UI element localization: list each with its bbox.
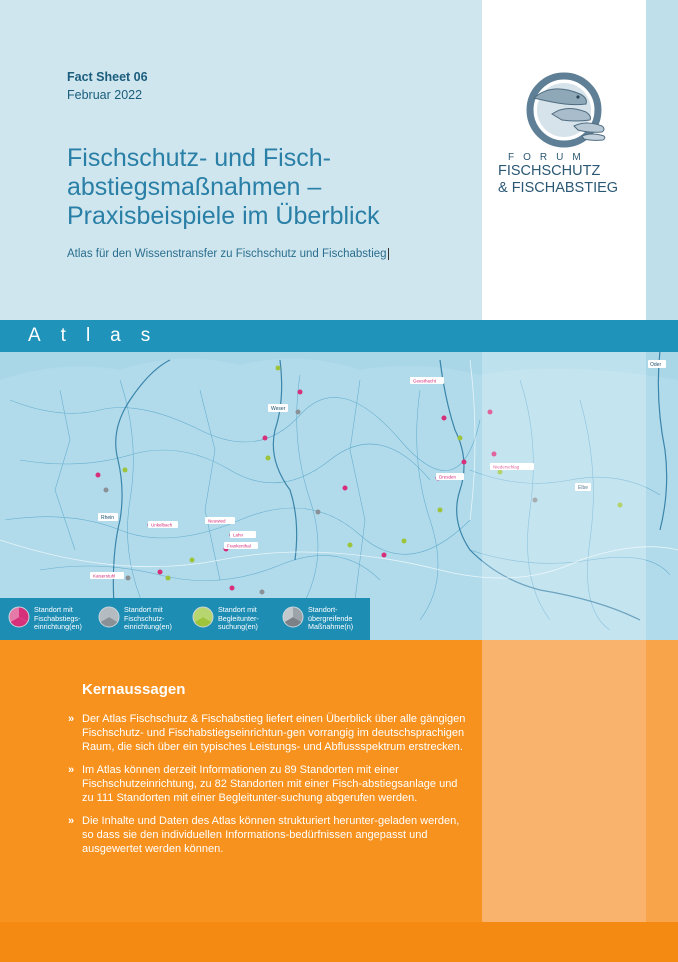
legend-item-fish-protection [98,604,188,634]
legend-label: Standort- übergreifende Maßnahme(n) [308,605,354,631]
svg-text:Frankenthal: Frankenthal [227,543,251,549]
key-statements-right-strip [646,640,678,922]
svg-text:Unkelbach: Unkelbach [151,522,173,528]
logo-forum-text: FORUM [508,152,590,163]
bullet-mark: » [68,764,75,776]
legend-item-monitoring [192,604,282,634]
list-item-text: Die Inhalte und Daten des Atlas können strukturiert herunter-geladen werden, so dass sie den individuellen Informations-bedürfnissen angepasst und ausgewertet werden können. [82,815,460,855]
svg-text:Lahn: Lahn [233,532,244,538]
list-item-text: Im Atlas können derzeit Informationen zu 89 Standorten mit einer Fischschutzeinrichtung, zu 82 Standorten mit einer Fisch-abstiegsanlage und zu 111 Standorten mit einer Begleitunter-suchung abgerufen werden. [82,764,458,804]
river-label-oder: Oder [650,362,662,368]
legend-item-fish-descent [8,604,98,634]
footer-band [0,922,678,962]
legend-label: Standort mit Fischschutz- einrichtung(en) [124,605,172,631]
fact-sheet-number: Fact Sheet 06 [67,70,148,84]
legend-item-cross-site [282,604,372,634]
pin-grey-icon [98,606,120,628]
right-strip [646,0,678,320]
legend-label: Standort mit Begleitunter- suchung(en) [218,605,259,631]
bullet-mark: » [68,815,75,827]
list-item-text: Der Atlas Fischschutz & Fischabstieg liefert einen Überblick über alle gängigen Fischschutz- und Fischabstiegseinrichtun-gen vorrangig im deutschsprachigen Raum, die sich über ein typisches Leistungs- und Abflussspektrum erstrecken. [82,713,466,753]
publication-date: Februar 2022 [67,88,143,102]
pin-green-icon [192,606,214,628]
svg-text:Geesthacht: Geesthacht [413,378,437,384]
svg-text:Neuwied: Neuwied [208,518,226,524]
map-column-overlay [482,320,646,640]
page-title: Fischschutz- und Fisch-abstiegsmaßnahmen – Praxisbeispiele im Überblick [67,144,380,230]
river-label-elbe: Elbe [578,485,589,491]
key-statements-heading: Kernaussagen [82,681,186,698]
svg-text:Kaiserstuhl: Kaiserstuhl [93,573,116,579]
pin-pink-icon [8,606,30,628]
bullet-mark: » [68,713,75,725]
logo-line-2: & FISCHABSTIEG [498,180,619,196]
key-statements-column [482,640,646,922]
key-statements-list [68,712,468,865]
svg-text:Dresden: Dresden [439,474,457,480]
list-item [68,763,468,805]
river-label-rhein: Rhein [101,515,115,521]
river-label-weser: Weser [271,406,286,412]
svg-text:Niederschlag: Niederschlag [493,464,520,470]
pin-multi-icon [282,606,304,628]
list-item [68,712,468,754]
list-item [68,814,468,856]
legend-label: Standort mit Fischabstiegs- einrichtung(en) [34,605,82,631]
page-subtitle: Atlas für den Wissenstransfer zu Fischschutz und Fischabstieg [67,248,387,260]
logo-line-1: FISCHSCHUTZ [498,163,601,179]
atlas-banner-label: Atlas [28,325,171,346]
